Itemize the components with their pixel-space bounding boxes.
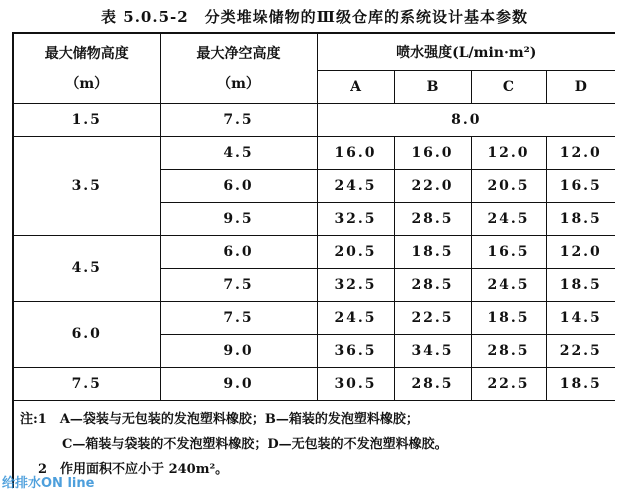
cell-a: 20.5 bbox=[317, 235, 394, 268]
header-col-d: D bbox=[546, 70, 615, 103]
cell-b: 28.5 bbox=[394, 367, 471, 400]
cell-d: 12.0 bbox=[546, 136, 615, 169]
table-row bbox=[13, 301, 615, 334]
cell-d: 12.0 bbox=[546, 235, 615, 268]
cell-c: 16.5 bbox=[471, 235, 546, 268]
table-row bbox=[13, 136, 615, 169]
cell-b: 28.5 bbox=[394, 202, 471, 235]
cell-b: 16.0 bbox=[394, 136, 471, 169]
cell-d: 18.5 bbox=[546, 367, 615, 400]
header-max-clear-height-unit: （m） bbox=[217, 76, 260, 93]
cell-a: 24.5 bbox=[317, 169, 394, 202]
cell-clear-height: 7.5 bbox=[160, 268, 317, 301]
cell-a: 24.5 bbox=[317, 301, 394, 334]
watermark-logo: 给排水ON line bbox=[2, 476, 95, 491]
cell-clear-height: 7.5 bbox=[160, 301, 317, 334]
cell-storage-height: 1.5 bbox=[13, 103, 160, 136]
cell-d: 22.5 bbox=[546, 334, 615, 367]
cell-clear-height: 6.0 bbox=[160, 235, 317, 268]
cell-a: 16.0 bbox=[317, 136, 394, 169]
cell-b: 22.0 bbox=[394, 169, 471, 202]
cell-a: 32.5 bbox=[317, 268, 394, 301]
cell-d: 14.5 bbox=[546, 301, 615, 334]
header-max-storage-height-unit: （m） bbox=[65, 76, 109, 93]
cell-c: 22.5 bbox=[471, 367, 546, 400]
notes-cell bbox=[13, 400, 615, 488]
cell-a: 32.5 bbox=[317, 202, 394, 235]
cell-storage-height: 4.5 bbox=[13, 235, 160, 301]
cell-clear-height: 9.5 bbox=[160, 202, 317, 235]
note-line-3: 2 作用面积不应小于 240m²。 bbox=[38, 461, 229, 477]
cell-clear-height: 7.5 bbox=[160, 103, 317, 136]
header-max-clear-height bbox=[160, 33, 317, 103]
cell-c: 18.5 bbox=[471, 301, 546, 334]
cell-d: 18.5 bbox=[546, 268, 615, 301]
cell-c: 20.5 bbox=[471, 169, 546, 202]
header-col-a: A bbox=[317, 70, 394, 103]
cell-c: 24.5 bbox=[471, 268, 546, 301]
cell-a: 36.5 bbox=[317, 334, 394, 367]
cell-d: 16.5 bbox=[546, 169, 615, 202]
parameter-table bbox=[12, 32, 615, 488]
cell-c: 28.5 bbox=[471, 334, 546, 367]
cell-d: 18.5 bbox=[546, 202, 615, 235]
header-max-clear-height-label: 最大净空高度 bbox=[196, 46, 281, 63]
table-title: 表 5.0.5-2 分类堆垛储物的Ⅲ级仓库的系统设计基本参数 bbox=[101, 8, 528, 26]
header-col-c: C bbox=[471, 70, 546, 103]
cell-c: 24.5 bbox=[471, 202, 546, 235]
table-row bbox=[13, 367, 615, 400]
parameter-table-frame bbox=[12, 32, 615, 488]
cell-storage-height: 6.0 bbox=[13, 301, 160, 367]
cell-b: 34.5 bbox=[394, 334, 471, 367]
table-row bbox=[13, 103, 615, 136]
notes-row bbox=[13, 400, 615, 488]
cell-c: 12.0 bbox=[471, 136, 546, 169]
note-line-1: 注:1 A—袋装与无包装的发泡塑料橡胶；B—箱装的发泡塑料橡胶； bbox=[20, 411, 419, 427]
header-max-storage-height bbox=[13, 33, 160, 103]
cell-storage-height: 7.5 bbox=[13, 367, 160, 400]
cell-merged-intensity: 8.0 bbox=[317, 103, 615, 136]
table-row bbox=[13, 235, 615, 268]
cell-b: 28.5 bbox=[394, 268, 471, 301]
cell-b: 22.5 bbox=[394, 301, 471, 334]
cell-clear-height: 4.5 bbox=[160, 136, 317, 169]
cell-b: 18.5 bbox=[394, 235, 471, 268]
cell-clear-height: 6.0 bbox=[160, 169, 317, 202]
cell-a: 30.5 bbox=[317, 367, 394, 400]
cell-clear-height: 9.0 bbox=[160, 334, 317, 367]
header-col-b: B bbox=[394, 70, 471, 103]
cell-storage-height: 3.5 bbox=[13, 136, 160, 235]
note-line-2: C—箱装与袋装的不发泡塑料橡胶；D—无包装的不发泡塑料橡胶。 bbox=[62, 436, 448, 452]
cell-clear-height: 9.0 bbox=[160, 367, 317, 400]
header-max-storage-height-label: 最大储物高度 bbox=[44, 46, 129, 63]
header-spray-intensity: 喷水强度(L/min·m²) bbox=[317, 33, 615, 70]
